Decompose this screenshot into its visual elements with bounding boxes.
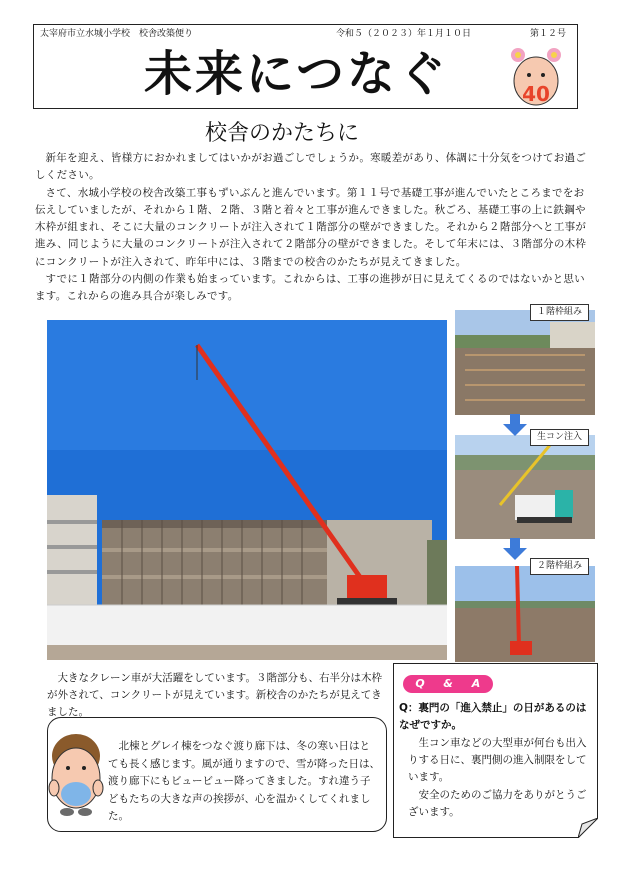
article-body xyxy=(35,150,595,306)
newsletter-title: 未来につなぐ xyxy=(144,46,450,102)
school-name: 太宰府市立水城小学校 校舎改築便り xyxy=(40,29,194,39)
article-paragraph: さて、水城小学校の校舎改築工事もずいぶんと進んでいます。第１１号で基礎工事が進んでいたところまでをお伝えしていましたが、それから１階、２階、３階と着々と工事が進んできました。秋ごろ、基礎工事の上に鉄鋼や木枠が組まれ、そこに大量のコンクリートが注入されて１階部分の壁ができました。それから２階部分へと工事が進み、同じように大量のコンクリートが注入されて２階部分の壁ができました。そして年末には、３階部分の木枠にコンクリートが注入されて、昨年中には、３階までの校舎のかたちが見えてきました。 xyxy=(35,186,587,268)
article-paragraph: すでに１階部分の内側の作業も始まっています。これからは、工事の進捗が日に見えてくるのではないかと思います。これからの進み具合が楽しみです。 xyxy=(35,273,585,303)
section-title: 校舎のかたちに xyxy=(205,121,360,146)
photo-label-first-floor: １階枠組み xyxy=(530,304,589,321)
article-paragraph: 新年を迎え、皆様方におかれましてはいかがお過ごしでしょうか。寒暖差があり、体調に十分気をつけてお過ごしください。 xyxy=(35,152,587,182)
first-floor-frame-photo xyxy=(455,310,595,415)
badge-number: 40 xyxy=(522,82,550,106)
anniversary-mascot-icon xyxy=(504,43,568,109)
qa-answer xyxy=(408,735,590,821)
photo-caption xyxy=(47,670,392,721)
qa-badge-letter: Q xyxy=(415,677,425,690)
mascot-character-icon xyxy=(40,728,112,818)
concrete-pouring-photo xyxy=(455,435,595,539)
photo-label-second-floor: ２階枠組み xyxy=(530,558,589,575)
issue-number: 第１２号 xyxy=(530,29,567,39)
caption-text: 大きなクレーン車が大活躍をしています。３階部分も、右半分は木枠が外されて、コンクリートが見えています。新校舎のかたちが見えてきました。 xyxy=(47,672,382,718)
crane-construction-photo xyxy=(47,320,447,660)
qa-badge xyxy=(403,675,493,693)
qa-badge-letter: & xyxy=(443,677,453,690)
qa-answer-paragraph: 生コン車などの大型車が何台も出入りする日に、裏門側の進入制限をしています。 xyxy=(408,737,587,784)
corridor-note-text: 北棟とグレイ棟をつなぐ渡り廊下は、冬の寒い日はとても長く感じます。風が通りますので、雪が降った日は、渡り廊下にもビュービュー降ってきました。すれ違う子どもたちの大きな声の挨拶が、心を温かくしてくれました。 xyxy=(108,740,380,823)
second-floor-frame-photo xyxy=(455,566,595,662)
qa-answer-paragraph: 安全のためのご協力をありがとうございます。 xyxy=(408,788,587,818)
photo-label-concrete: 生コン注入 xyxy=(530,429,589,446)
corridor-note xyxy=(108,738,380,826)
issue-date: 令和５（２０２３）年１月１０日 xyxy=(336,29,472,39)
qa-question: Q：裏門の「進入禁止」の日があるのはなぜですか。 xyxy=(399,702,587,731)
qa-badge-letter: A xyxy=(471,677,481,690)
newsletter-header xyxy=(33,24,578,109)
